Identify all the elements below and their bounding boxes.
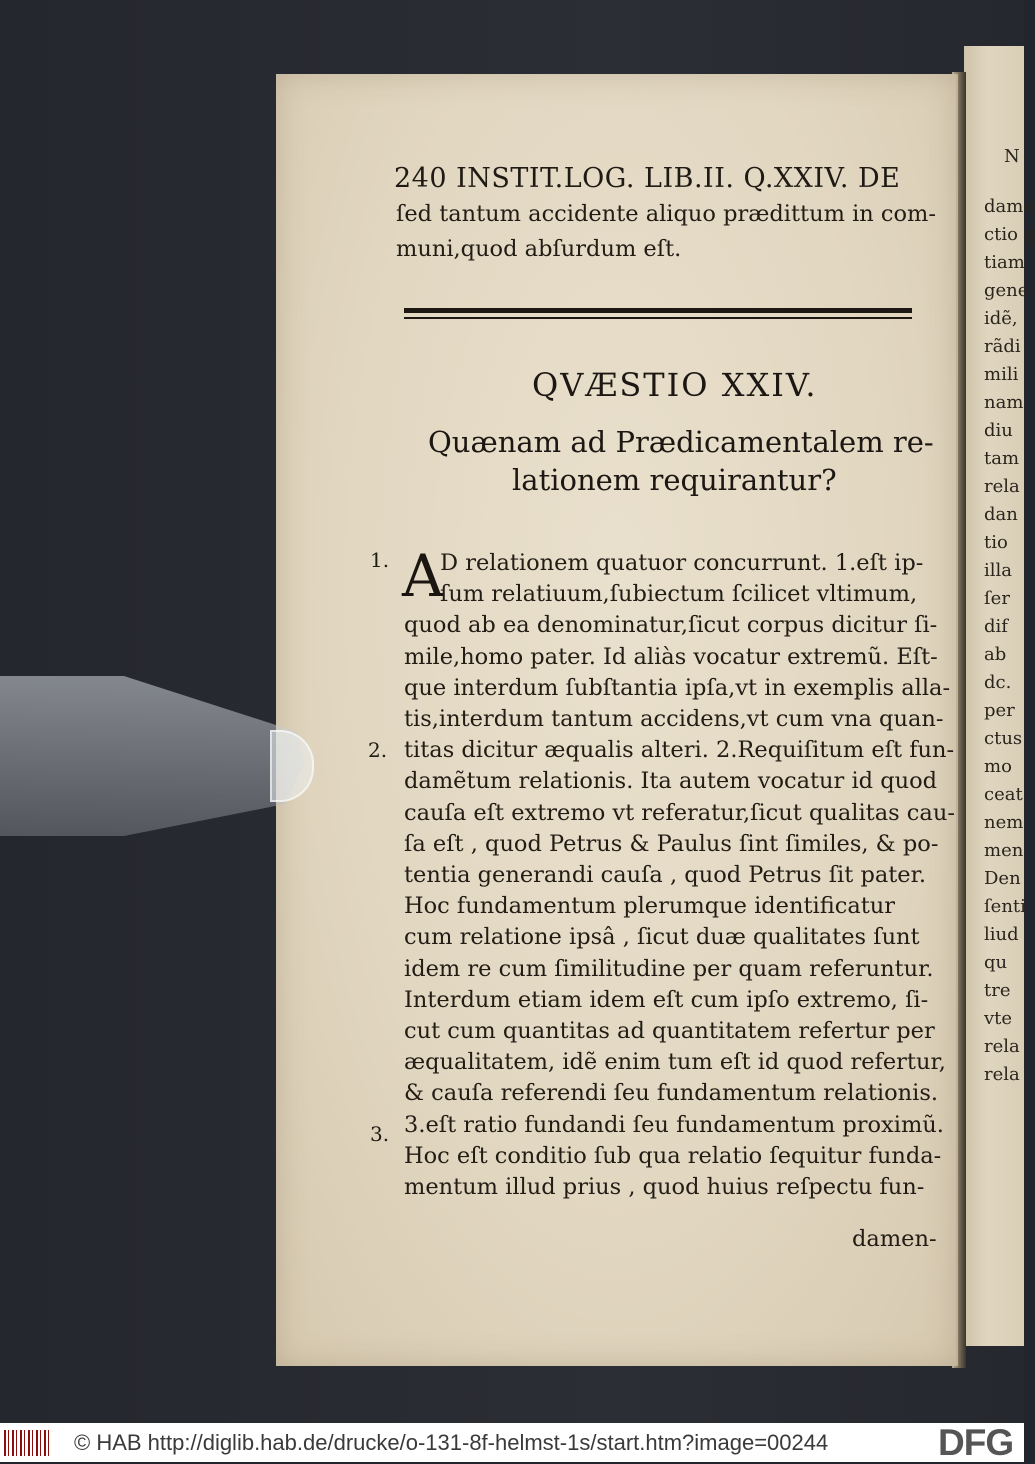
facing-page-fragment: vte (984, 1008, 1013, 1029)
barcode-icon (4, 1430, 50, 1456)
section-rule (404, 317, 912, 319)
body-line: mile,homo pater. Id aliàs vocatur extremũ. Eſt- (404, 643, 938, 670)
body-line: ſum relatiuum,ſubiectum ſcilicet vltimum, (440, 581, 918, 608)
body-line: titas dicitur æqualis alteri. 2.Requiſitum eſt fun- (404, 737, 955, 764)
body-line: damẽtum relationis. Ita autem vocatur id quod (404, 768, 938, 795)
dfg-logo: DFG (938, 1422, 1014, 1463)
facing-page-fragment: tam (984, 448, 1020, 469)
body-line: Interdum etiam idem eſt cum ipſo extremo, ſi- (404, 986, 929, 1013)
facing-page-fragment: mili (984, 364, 1019, 385)
facing-page-fragment: dan (984, 504, 1018, 525)
facing-page-fragment: ceat. (984, 784, 1029, 805)
facing-page-fragment: N (1004, 146, 1020, 167)
facing-page-fragment: mo (984, 756, 1012, 777)
margin-number: 3. (370, 1122, 390, 1146)
body-line: que interdum ſubſtantia ipſa,vt in exemplis alla- (404, 674, 951, 701)
body-line: quod ab ea denominatur,ſicut corpus dicitur ſi- (404, 612, 938, 639)
facing-page-fragment: ſenti (984, 896, 1026, 917)
facing-page-fragment: tiam (984, 252, 1025, 273)
facing-page-fragment: nam (984, 392, 1024, 413)
facing-page-fragment: tio (984, 532, 1008, 553)
facing-page-fragment: ab (984, 644, 1007, 665)
facing-page-fragment: men (984, 840, 1024, 861)
body-line: æqualitatem, idẽ enim tum eſt id quod refertur, (404, 1049, 946, 1076)
facing-page-fragment: ctio g (984, 224, 1035, 245)
drop-cap: A (402, 542, 444, 610)
facing-page-fragment: rela (984, 476, 1020, 497)
facing-page-fragment: nem (984, 812, 1024, 833)
margin-number: 2. (368, 738, 388, 762)
facing-page-fragment: rãdi (984, 336, 1021, 357)
section-rule (404, 308, 912, 313)
body-line: tis,interdum tantum accidens,vt cum vna quan- (404, 706, 944, 732)
facing-page-fragment: per (984, 700, 1015, 721)
facing-page-fragment: Den (984, 868, 1021, 889)
carry-line: ſed tantum accidente aliquo prædittum in com- (396, 201, 936, 227)
facing-page-fragment: idẽ, (984, 308, 1018, 329)
catchword: damen- (852, 1226, 937, 1252)
facing-page-fragment: ctus (984, 728, 1023, 749)
facing-page-fragment: gene (984, 280, 1029, 301)
carry-line: muni,quod abſurdum eſt. (396, 236, 682, 262)
facing-page-fragment: illa (984, 560, 1013, 581)
body-line: mentum illud prius , quod huius reſpectu fun- (404, 1174, 925, 1200)
facing-page-fragment: dif (984, 616, 1008, 637)
margin-number: 1. (370, 548, 390, 572)
question-subtitle: Quænam ad Prædicamentalem re- (428, 425, 934, 459)
body-line: tentia generandi cauſa , quod Petrus ſit pater. (404, 862, 927, 888)
running-head: 240 INSTIT.LOG. LIB.II. Q.XXIV. DE (394, 163, 901, 194)
body-line: Hoc fundamentum plerumque identificatur (404, 893, 896, 920)
facing-page-fragment: diu (984, 420, 1013, 441)
body-line: ſa eſt , quod Petrus & Paulus ſint ſimiles, & po- (404, 830, 939, 857)
facing-page-fragment: ſer (984, 588, 1010, 609)
body-line: cum relatione ipsâ , ſicut duæ qualitates ſunt (404, 924, 920, 951)
facing-page-fragment: qu (984, 952, 1008, 973)
body-line: 3.eſt ratio fundandi ſeu fundamentum proximũ. (404, 1111, 944, 1138)
facing-page-fragment: rela (984, 1064, 1020, 1085)
facing-page-fragment: liud (984, 924, 1019, 945)
body-line: Hoc eſt conditio ſub qua relatio ſequitur funda- (404, 1142, 942, 1169)
facing-page-fragment: rela (984, 1036, 1020, 1057)
facing-page (964, 46, 1035, 1346)
body-line: D relationem quatuor concurrunt. 1.eſt ip- (440, 550, 924, 576)
facing-page-fragment: dame (984, 196, 1034, 217)
question-heading: QVÆSTIO XXIV. (532, 366, 818, 404)
facing-page-fragment: dc. (984, 672, 1012, 693)
body-line: & cauſa referendi ſeu fundamentum relationis. (404, 1080, 939, 1107)
body-line: cauſa eſt extremo vt referatur,ſicut qualitas cau- (404, 799, 955, 826)
footer-url[interactable]: © HAB http://diglib.hab.de/drucke/o-131-8f-helmst-1s/start.htm?image=00244 (74, 1430, 829, 1455)
facing-page-fragment: tre (984, 980, 1011, 1001)
body-line: cut cum quantitas ad quantitatem refertur per (404, 1018, 935, 1044)
body-line: idem re cum ſimilitudine per quam referuntur. (404, 955, 934, 982)
question-subtitle: lationem requirantur? (512, 463, 837, 497)
